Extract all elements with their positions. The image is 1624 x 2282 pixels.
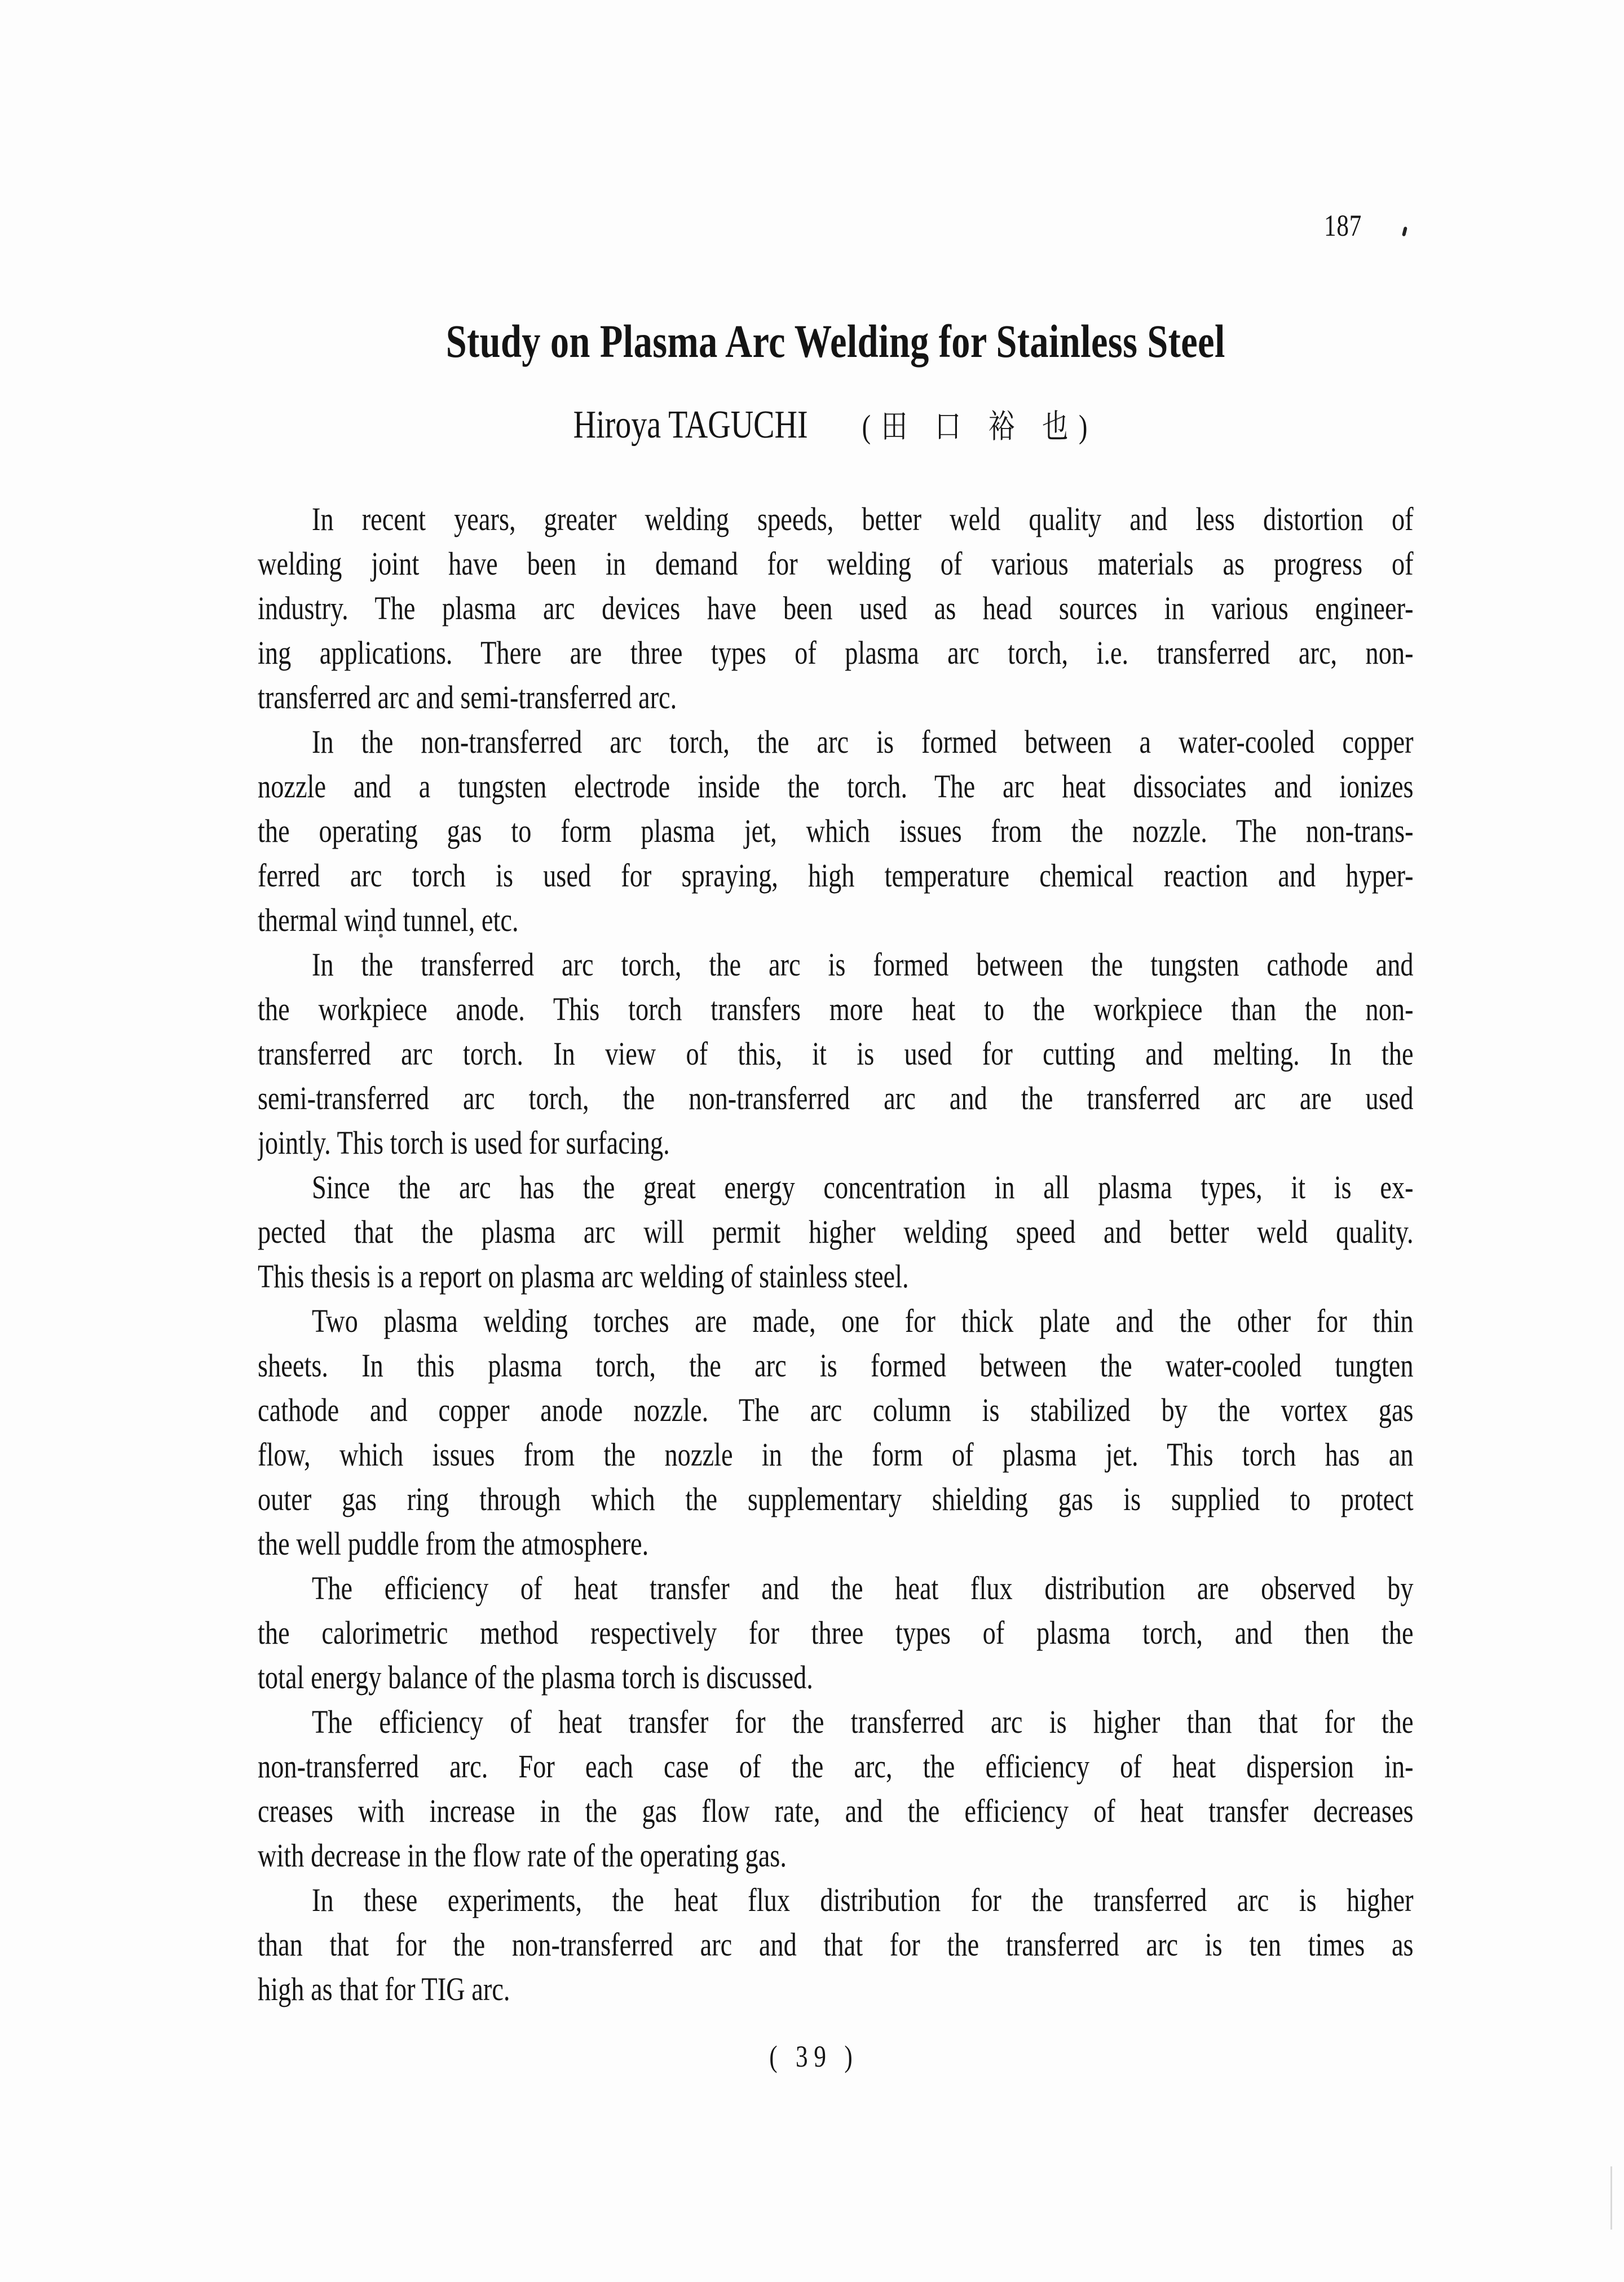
page-number: 187 — [1324, 209, 1362, 242]
text-line: cathode and copper anode nozzle. The arc column is stabilized by the vortex gas — [258, 1392, 1414, 1428]
folio-number: ( 39 ) — [769, 2040, 859, 2073]
text-line: than that for the non-transferred arc and that for the transferred arc is ten times as — [258, 1926, 1414, 1963]
text-line: This thesis is a report on plasma arc welding of stainless steel. — [258, 1258, 909, 1295]
abstract-paragraphs — [258, 497, 1414, 2011]
text-line: the calorimetric method respectively for three types of plasma torch, and then the — [258, 1614, 1414, 1651]
text-line: jointly. This torch is used for surfacing. — [258, 1124, 670, 1161]
text-line: sheets. In this plasma torch, the arc is formed between the water-cooled tungten — [258, 1347, 1414, 1384]
folio-footer — [258, 2038, 1414, 2075]
text-line: creases with increase in the gas flow rate, and the efficiency of heat transfer decreases — [258, 1793, 1414, 1829]
text-line: the well puddle from the atmosphere. — [258, 1525, 649, 1562]
text-line: non-transferred arc. For each case of the arc, the efficiency of heat dispersion in- — [258, 1748, 1414, 1785]
text-line: Since the arc has the great energy concentration in all plasma types, it is ex- — [312, 1169, 1414, 1206]
text-line: the operating gas to form plasma jet, which issues from the nozzle. The non-trans- — [258, 813, 1414, 849]
text-line: The efficiency of heat transfer and the heat flux distribution are observed by — [312, 1570, 1414, 1606]
text-line: flow, which issues from the nozzle in the form of plasma jet. This torch has an — [258, 1436, 1414, 1473]
text-line: ferred arc torch is used for spraying, high temperature chemical reaction and hyper- — [258, 857, 1414, 894]
author-name: Hiroya TAGUCHI — [573, 403, 808, 447]
text-line: Two plasma welding torches are made, one for thick plate and the other for thin — [312, 1303, 1414, 1339]
text-line: ing applications. There are three types of plasma arc torch, i.e. transferred arc, non- — [258, 634, 1414, 671]
text-line: In recent years, greater welding speeds, better weld quality and less distortion of — [312, 501, 1414, 537]
text-line: In the transferred arc torch, the arc is formed between the tungsten cathode and — [312, 946, 1414, 983]
text-line: industry. The plasma arc devices have been used as head sources in various engineer- — [258, 590, 1414, 626]
text-line: pected that the plasma arc will permit higher welding speed and better weld quality. — [258, 1213, 1414, 1250]
text-line: transferred arc and semi-transferred arc. — [258, 679, 677, 716]
text-line: high as that for TIG arc. — [258, 1971, 510, 2007]
text-line: The efficiency of heat transfer for the transferred arc is higher than that for the — [312, 1703, 1414, 1740]
text-column — [258, 0, 1414, 2282]
text-line: semi-transferred arc torch, the non-transferred arc and the transferred arc are used — [258, 1080, 1414, 1116]
text-line: total energy balance of the plasma torch is discussed. — [258, 1659, 813, 1696]
text-line: transferred arc torch. In view of this, it is used for cutting and melting. In the — [258, 1035, 1414, 1072]
text-line: In these experiments, the heat flux distribution for the transferred arc is higher — [312, 1882, 1414, 1918]
text-line: welding joint have been in demand for welding of various materials as progress of — [258, 545, 1414, 582]
text-line: In the non-transferred arc torch, the arc is formed between a water-cooled copper — [312, 723, 1414, 760]
scan-edge-artifact — [1610, 2166, 1612, 2230]
author-line — [258, 401, 1414, 451]
text-line: nozzle and a tungsten electrode inside the torch. The arc heat dissociates and ionizes — [258, 768, 1414, 805]
paper-title: Study on Plasma Arc Welding for Stainless Steel — [445, 315, 1225, 367]
text-line: the workpiece anode. This torch transfers more heat to the workpiece than the non- — [258, 991, 1414, 1027]
text-line: thermal wind tunnel, etc. — [258, 902, 519, 938]
text-line: with decrease in the flow rate of the operating gas. — [258, 1837, 787, 1874]
author-name-kanji: (田 口 裕 也) — [862, 408, 1098, 445]
text-line: outer gas ring through which the supplementary shielding gas is supplied to protect — [258, 1481, 1414, 1517]
